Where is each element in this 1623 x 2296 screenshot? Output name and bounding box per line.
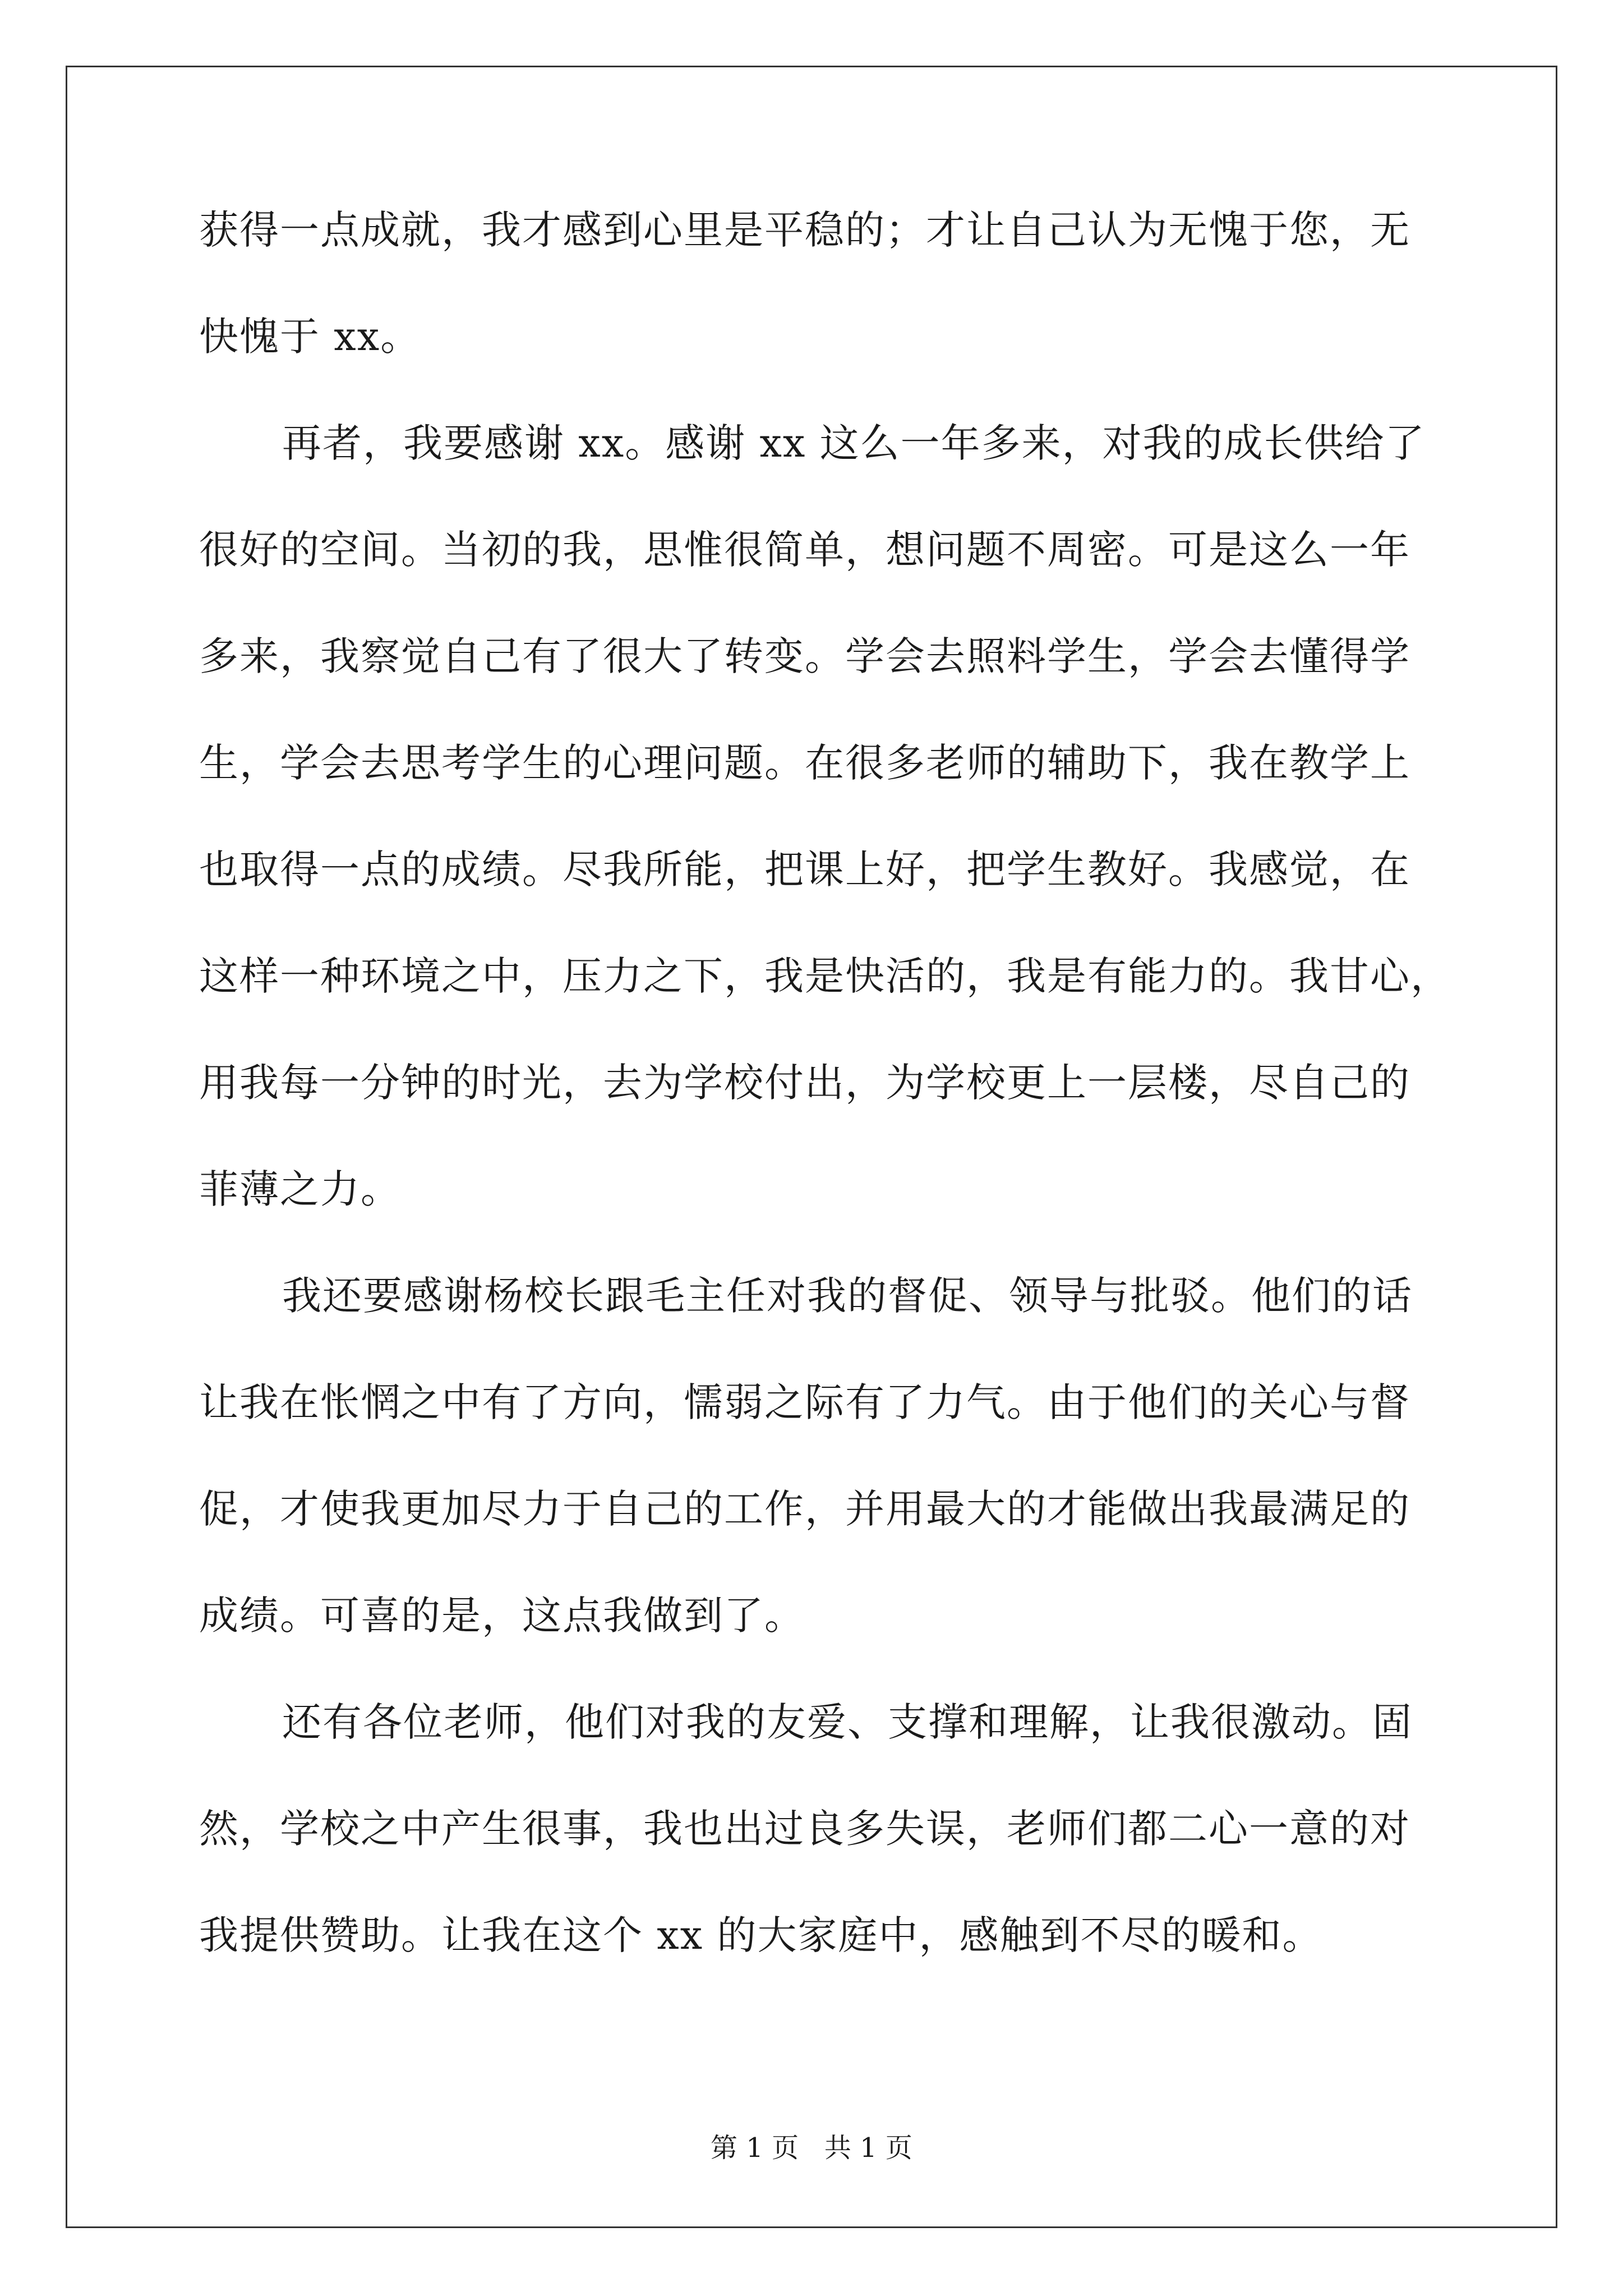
paragraph-start-line: 我还要感谢杨校长跟毛主任对我的督促、领导与批驳。他们的话 (282, 1273, 1413, 1319)
text-line: 成绩。可喜的是，这点我做到了。 (199, 1593, 805, 1639)
text-line: 促，才使我更加尽力于自己的工作，并用最大的才能做出我最满足的 (199, 1486, 1410, 1532)
text-line: 也取得一点的成绩。尽我所能，把课上好，把学生教好。我感觉，在 (199, 846, 1410, 892)
text-line: 我提供赞助。让我在这个 xx 的大家庭中，感触到不尽的暖和。 (199, 1912, 1323, 1958)
paragraph-start-line: 再者，我要感谢 xx。感谢 xx 这么一年多来，对我的成长供给了 (282, 420, 1426, 466)
text-line: 很好的空间。当初的我，思惟很简单，想问题不周密。可是这么一年 (199, 527, 1410, 573)
text-line: 这样一种环境之中，压力之下，我是快活的，我是有能力的。我甘心， (199, 953, 1451, 999)
paragraph-start-line: 还有各位老师，他们对我的友爱、支撑和理解，让我很激动。固 (282, 1699, 1413, 1745)
text-line: 然，学校之中产生很事，我也出过良多失误，老师们都二心一意的对 (199, 1806, 1410, 1852)
text-line: 用我每一分钟的时光，去为学校付出，为学校更上一层楼，尽自己的 (199, 1060, 1410, 1106)
text-line: 让我在怅惘之中有了方向，懦弱之际有了力气。由于他们的关心与督 (199, 1379, 1410, 1425)
text-line: 获得一点成就，我才感到心里是平稳的；才让自己认为无愧于您，无 (199, 207, 1410, 253)
page-number-footer: 第 1 页 共 1 页 (711, 2132, 912, 2164)
document-body (199, 207, 1451, 2022)
text-line: 生，学会去思考学生的心理问题。在很多老师的辅助下，我在教学上 (199, 740, 1410, 786)
text-line: 快愧于 xx。 (199, 314, 421, 360)
text-line: 菲薄之力。 (199, 1166, 401, 1212)
text-line: 多来，我察觉自己有了很大了转变。学会去照料学生，学会去懂得学 (199, 633, 1410, 679)
